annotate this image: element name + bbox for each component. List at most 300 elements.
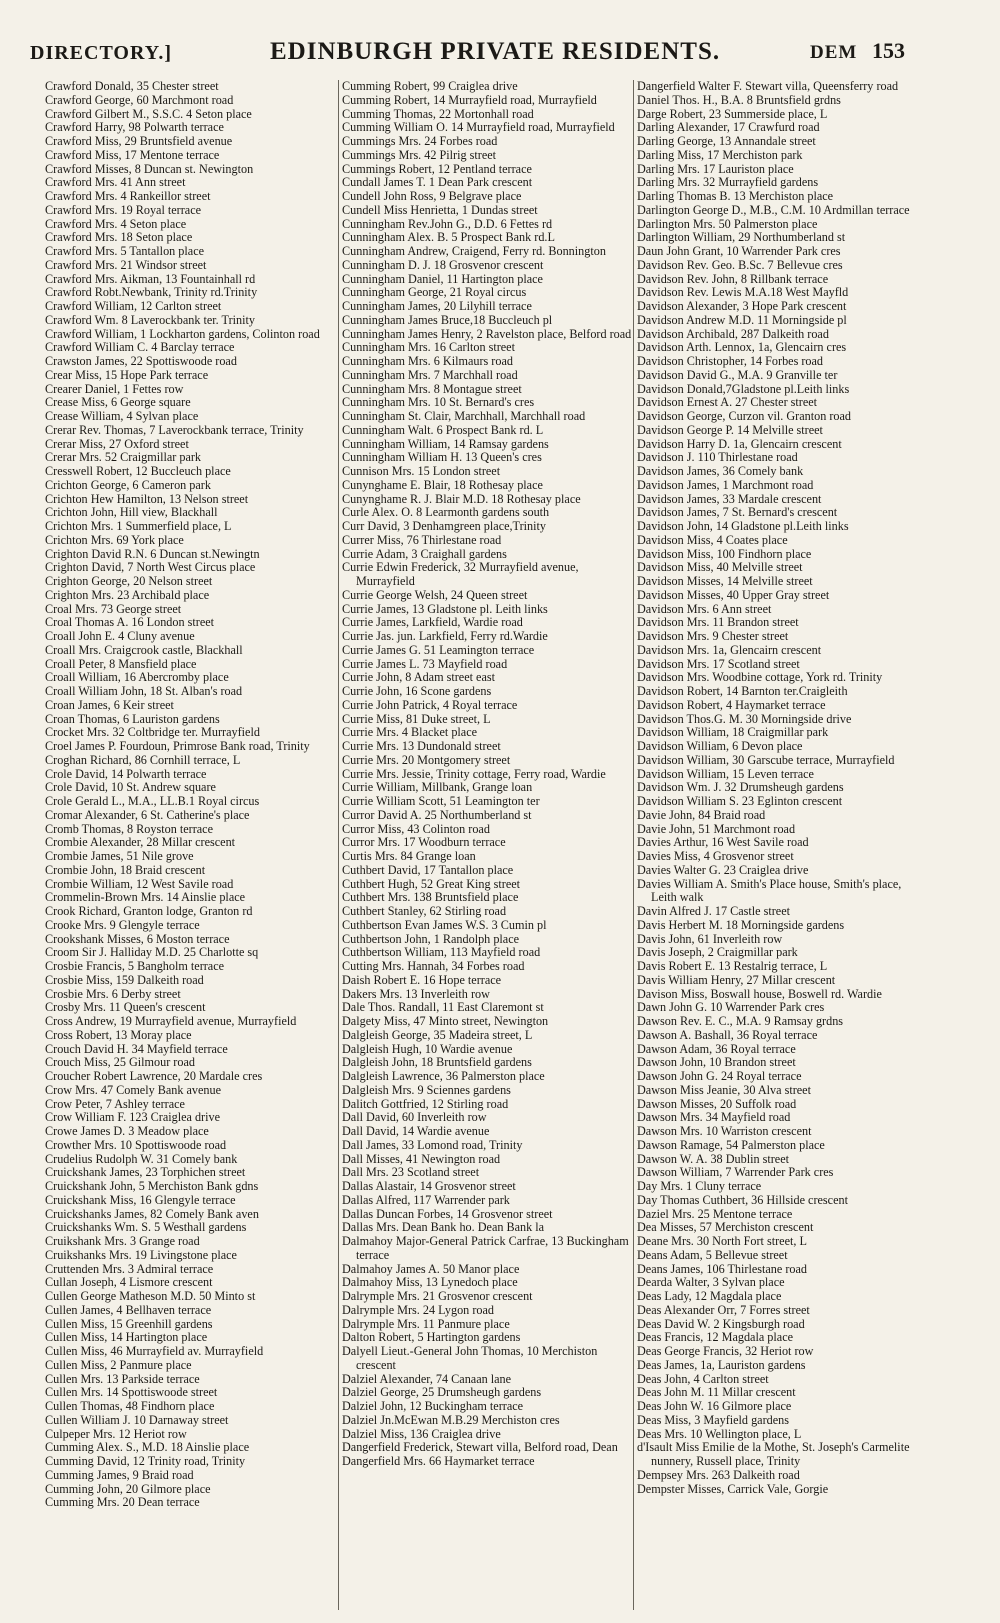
directory-entry: Currie James, 13 Gladstone pl. Leith links bbox=[342, 601, 548, 616]
directory-entry: Crawford Gilbert M., S.S.C. 4 Seton place bbox=[45, 106, 252, 121]
directory-entry: Davies Miss, 4 Grosvenor street bbox=[637, 849, 794, 863]
directory-entry: Currie James, Larkfield, Wardie road bbox=[342, 615, 523, 630]
directory-entry: Cundell Miss Henrietta, 1 Dundas street bbox=[342, 202, 538, 217]
directory-entry: Crombie James, 51 Nile grove bbox=[45, 849, 194, 863]
directory-entry: Cunningham Daniel, 11 Hartington place bbox=[342, 271, 543, 286]
directory-entry: Currie James G. 51 Leamington terrace bbox=[342, 642, 535, 657]
directory-entry: Croall Mrs. Craigcrook castle, Blackhall bbox=[45, 642, 243, 657]
directory-entry: Dalgleish Mrs. 9 Sciennes gardens bbox=[342, 1082, 511, 1097]
directory-entry: Dall James, 33 Lomond road, Trinity bbox=[342, 1137, 523, 1152]
directory-entry: Croom Sir J. Halliday M.D. 25 Charlotte sq bbox=[45, 945, 259, 960]
directory-entry: Crighton David R.N. 6 Duncan st.Newingtn bbox=[45, 546, 260, 561]
directory-entry: Davis Joseph, 2 Craigmillar park bbox=[637, 945, 798, 960]
directory-entry: Dall Mrs. 23 Scotland street bbox=[342, 1165, 480, 1180]
directory-entry: Dalton Robert, 5 Hartington gardens bbox=[342, 1330, 521, 1345]
directory-entry: Dempster Misses, Carrick Vale, Gorgie bbox=[637, 1481, 829, 1496]
directory-entry: Crawford William, 12 Carlton street bbox=[45, 299, 222, 313]
directory-entry: Crocket Mrs. 32 Coltbridge ter. Murrayfield bbox=[45, 725, 260, 740]
directory-entry: Crawford Miss, 17 Mentone terrace bbox=[45, 147, 220, 162]
directory-entry: Davidson Ernest A. 27 Chester street bbox=[637, 395, 818, 410]
directory-entry: Dalyell Lieut.-General John Thomas, 10 Merchiston crescent bbox=[342, 1344, 598, 1372]
directory-entry: Daziel Mrs. 25 Mentone terrace bbox=[637, 1206, 793, 1221]
directory-entry: Darge Robert, 23 Summerside place, L bbox=[637, 106, 828, 121]
directory-entry: Curle Alex. O. 8 Learmonth gardens south bbox=[342, 505, 550, 520]
directory-entry: Cumming James, 9 Braid road bbox=[45, 1467, 194, 1482]
directory-entry: Cunningham Alex. B. 5 Prospect Bank rd.L bbox=[342, 230, 555, 245]
directory-entry: Davidson Thos.G. M. 30 Morningside drive bbox=[637, 711, 852, 726]
directory-entry: Darling Mrs. 17 Lauriston place bbox=[637, 161, 794, 176]
directory-entry: Cullen Mrs. 13 Parkside terrace bbox=[45, 1371, 200, 1386]
directory-entry: Crole David, 10 St. Andrew square bbox=[45, 780, 216, 795]
directory-entry: Cuthbert David, 17 Tantallon place bbox=[342, 862, 514, 877]
directory-entry: Dallas Alastair, 14 Grosvenor street bbox=[342, 1179, 516, 1193]
directory-entry: Cunningham Mrs. 16 Carlton street bbox=[342, 340, 515, 355]
directory-entry: Day Mrs. 1 Cluny terrace bbox=[637, 1179, 762, 1193]
directory-entry: Crichton Mrs. 69 York place bbox=[45, 532, 184, 547]
directory-entry: Cruickshanks James, 82 Comely Bank aven bbox=[45, 1206, 259, 1221]
directory-entry: Cumming Thomas, 22 Mortonhall road bbox=[342, 106, 534, 121]
directory-entry: Currer Miss, 76 Thirlestane road bbox=[342, 532, 502, 547]
directory-entry: Davidson Mrs. 6 Ann street bbox=[637, 601, 772, 616]
directory-entry: Currie Edwin Frederick, 32 Murrayfield avenue, Murrayfield bbox=[342, 560, 579, 588]
directory-entry: Crosbie Mrs. 6 Derby street bbox=[45, 986, 181, 1001]
directory-entry: Cummings Mrs. 42 Pilrig street bbox=[342, 147, 497, 162]
directory-entry: Crombie Alexander, 28 Millar crescent bbox=[45, 835, 236, 850]
directory-entry: Cummings Mrs. 24 Forbes road bbox=[342, 134, 498, 148]
directory-entry: Davidson Mrs. 9 Chester street bbox=[637, 629, 789, 643]
directory-entry: Davidson William, 18 Craigmillar park bbox=[637, 725, 829, 740]
directory-entry: Crerar Mrs. 52 Craigmillar park bbox=[45, 450, 202, 465]
directory-entry: Croan James, 6 Keir street bbox=[45, 697, 174, 712]
directory-entry: Cromb Thomas, 8 Royston terrace bbox=[45, 821, 214, 836]
directory-entry: Cullen Miss, 14 Hartington place bbox=[45, 1330, 208, 1345]
directory-entry: Cruickshank Miss, 16 Glengyle terrace bbox=[45, 1192, 236, 1207]
directory-entry: Cunningham James Henry, 2 Ravelston place, Belford road bbox=[342, 326, 632, 341]
directory-entry: Davidson Wm. J. 32 Drumsheugh gardens bbox=[637, 780, 844, 795]
directory-entry: Cunningham Andrew, Craigend, Ferry rd. Bonnington bbox=[342, 244, 606, 258]
directory-entry: Davidson Rev. Geo. B.Sc. 7 Bellevue cres bbox=[637, 257, 843, 272]
directory-entry: Deas Alexander Orr, 7 Forres street bbox=[637, 1302, 810, 1317]
directory-entry: Currie Mrs. 20 Montgomery street bbox=[342, 752, 511, 767]
directory-entry: Crawford Mrs. 21 Windsor street bbox=[45, 257, 207, 272]
directory-entry: Croal Thomas A. 16 London street bbox=[45, 615, 215, 630]
directory-entry: Davidson Mrs. 11 Brandon street bbox=[637, 615, 799, 630]
directory-entry: Davidson Donald,7Gladstone pl.Leith links bbox=[637, 381, 850, 396]
directory-entry: Crawford Harry, 98 Polwarth terrace bbox=[45, 120, 224, 135]
directory-entry: Cunningham D. J. 18 Grosvenor crescent bbox=[342, 257, 544, 272]
directory-entry: Crichton Hew Hamilton, 13 Nelson street bbox=[45, 491, 249, 506]
directory-entry: Crombie William, 12 West Savile road bbox=[45, 876, 234, 891]
directory-entry: Deas John M. 11 Millar crescent bbox=[637, 1385, 796, 1400]
directory-entry: Dearda Walter, 3 Sylvan place bbox=[637, 1275, 785, 1290]
directory-entry: Crow Peter, 7 Ashley terrace bbox=[45, 1096, 185, 1111]
directory-entry: Darling Mrs. 32 Murrayfield gardens bbox=[637, 175, 819, 190]
directory-entry: Deans Adam, 5 Bellevue street bbox=[637, 1247, 788, 1262]
directory-entry: Darlington Mrs. 50 Palmerston place bbox=[637, 216, 818, 231]
directory-entry: Davin Alfred J. 17 Castle street bbox=[637, 904, 790, 918]
directory-entry: Crighton George, 20 Nelson street bbox=[45, 574, 213, 588]
directory-entry: Cuthbert Mrs. 138 Bruntsfield place bbox=[342, 890, 519, 905]
directory-entry: Dangerfield Walter F. Stewart villa, Queensferry road bbox=[637, 80, 899, 93]
directory-entry: Dalmahoy James A. 50 Manor place bbox=[342, 1261, 520, 1276]
directory-entry: Dempsey Mrs. 263 Dalkeith road bbox=[637, 1467, 800, 1482]
directory-column-2 bbox=[338, 80, 632, 1610]
directory-entry: Cruickshank James, 23 Torphichen street bbox=[45, 1165, 246, 1180]
directory-entry: Cullen Miss, 2 Panmure place bbox=[45, 1357, 192, 1372]
directory-entry: Cullen Miss, 15 Greenhill gardens bbox=[45, 1316, 213, 1331]
directory-entry: Cunningham William, 14 Ramsay gardens bbox=[342, 436, 549, 451]
directory-entry: Davie John, 51 Marchmont road bbox=[637, 821, 796, 836]
directory-entry: Cruikshanks Mrs. 19 Livingstone place bbox=[45, 1247, 237, 1262]
directory-entry: Crosbie Miss, 159 Dalkeith road bbox=[45, 972, 204, 987]
directory-entry: Croall John E. 4 Cluny avenue bbox=[45, 629, 195, 643]
directory-entry: Crowther Mrs. 10 Spottiswoode road bbox=[45, 1137, 227, 1152]
directory-entry: Dawson William, 7 Warrender Park cres bbox=[637, 1165, 834, 1180]
directory-entry: Davidson Miss, 40 Melville street bbox=[637, 560, 803, 575]
directory-entry: Crookshank Misses, 6 Moston terrace bbox=[45, 931, 230, 946]
directory-entry: Currie Adam, 3 Craighall gardens bbox=[342, 546, 507, 561]
directory-entry: Davis John, 61 Inverleith row bbox=[637, 931, 783, 946]
directory-entry: Dalmahoy Miss, 13 Lynedoch place bbox=[342, 1275, 518, 1290]
directory-entry: Dalziel Jn.McEwan M.B.29 Merchiston cres bbox=[342, 1412, 560, 1427]
directory-entry: Darling Alexander, 17 Crawfurd road bbox=[637, 120, 820, 135]
directory-entry: Croel James P. Fourdoun, Primrose Bank road, Trinity bbox=[45, 739, 310, 753]
directory-entry: Cunningham Mrs. 6 Kilmaurs road bbox=[342, 354, 513, 368]
directory-entry: Currie John, 8 Adam street east bbox=[342, 670, 495, 685]
directory-entry: Dalitch Gottfried, 12 Stirling road bbox=[342, 1096, 509, 1111]
directory-entry: Crerar Miss, 27 Oxford street bbox=[45, 436, 189, 451]
directory-entry: Davis William Henry, 27 Millar crescent bbox=[637, 972, 836, 987]
directory-entry: Cullen George Matheson M.D. 50 Minto st bbox=[45, 1289, 256, 1303]
directory-entry: Cunynghame E. Blair, 18 Rothesay place bbox=[342, 477, 543, 492]
directory-entry: Davies Walter G. 23 Craiglea drive bbox=[637, 862, 809, 877]
directory-entry: Deas Miss, 3 Mayfield gardens bbox=[637, 1412, 789, 1427]
directory-entry: Davidson J. 110 Thirlestane road bbox=[637, 450, 798, 465]
directory-entry: Dangerfield Frederick, Stewart villa, Belford road, Dean bbox=[342, 1440, 618, 1455]
page-title: EDINBURGH PRIVATE RESIDENTS. bbox=[270, 38, 721, 65]
directory-entry: Cuthbertson William, 113 Mayfield road bbox=[342, 945, 541, 960]
directory-entry: Crawford Mrs. 4 Rankeillor street bbox=[45, 189, 211, 203]
directory-entry: Crosby Mrs. 11 Queen's crescent bbox=[45, 1000, 206, 1015]
directory-entry: Crichton George, 6 Cameron park bbox=[45, 477, 211, 492]
directory-entry: Croucher Robert Lawrence, 20 Mardale cres bbox=[45, 1069, 263, 1083]
directory-entry: Dawson Miss Jeanie, 30 Alva street bbox=[637, 1082, 811, 1097]
directory-entry: Davidson Rev. John, 8 Rillbank terrace bbox=[637, 271, 829, 286]
directory-entry: Davidson Misses, 40 Upper Gray street bbox=[637, 587, 830, 602]
directory-entry: Dea Misses, 57 Merchiston crescent bbox=[637, 1220, 814, 1235]
directory-entry: Crawford William C. 4 Barclay terrace bbox=[45, 340, 235, 355]
directory-entry: Davidson Mrs. 17 Scotland street bbox=[637, 656, 800, 671]
directory-entry: Deans James, 106 Thirlestane road bbox=[637, 1261, 808, 1276]
directory-entry: Croall William, 16 Abercromby place bbox=[45, 670, 229, 685]
directory-entry: Cunningham Mrs. 10 St. Bernard's cres bbox=[342, 395, 535, 410]
directory-entry: Crosbie Francis, 5 Bangholm terrace bbox=[45, 959, 225, 973]
directory-entry: Crole David, 14 Polwarth terrace bbox=[45, 766, 207, 781]
directory-entry: Crommelin-Brown Mrs. 14 Ainslie place bbox=[45, 890, 246, 905]
directory-entry: Crole Gerald L., M.A., LL.B.1 Royal circus bbox=[45, 794, 260, 808]
directory-entry: Crear Miss, 15 Hope Park terrace bbox=[45, 367, 209, 382]
directory-entry: Cumming Mrs. 20 Dean terrace bbox=[45, 1495, 200, 1510]
directory-entry: Cunningham St. Clair, Marchhall, Marchhall road bbox=[342, 409, 586, 423]
directory-entry: Dangerfield Mrs. 66 Haymarket terrace bbox=[342, 1454, 535, 1468]
directory-entry: Dale Thos. Randall, 11 East Claremont st bbox=[342, 1000, 544, 1015]
directory-entry: Davidson Miss, 4 Coates place bbox=[637, 532, 788, 547]
directory-entry: Crawford Miss, 29 Bruntsfield avenue bbox=[45, 134, 233, 148]
directory-entry: Dakers Mrs. 13 Inverleith row bbox=[342, 986, 490, 1001]
directory-entry: Davidson Christopher, 14 Forbes road bbox=[637, 354, 824, 368]
directory-entry: Crerar Rev. Thomas, 7 Laverockbank terrace, Trinity bbox=[45, 422, 304, 437]
directory-entry: Cunningham Mrs. 8 Montague street bbox=[342, 381, 522, 396]
directory-entry: Crawford George, 60 Marchmont road bbox=[45, 92, 234, 107]
directory-entry: Dawson Mrs. 34 Mayfield road bbox=[637, 1110, 791, 1125]
directory-entry: Davies William A. Smith's Place house, Smith's place, Leith walk bbox=[637, 876, 902, 905]
directory-entry: Dalziel George, 25 Drumsheugh gardens bbox=[342, 1385, 542, 1400]
directory-entry: Crawford Mrs. Aikman, 13 Fountainhall rd bbox=[45, 271, 256, 286]
directory-entry: Davidson Mrs. Woodbine cottage, York rd. Trinity bbox=[637, 670, 883, 685]
running-head-directory: DIRECTORY.] bbox=[30, 42, 172, 64]
directory-entry: Dawson Mrs. 10 Warriston crescent bbox=[637, 1124, 812, 1138]
directory-entry: Davidson Andrew M.D. 11 Morningside pl bbox=[637, 312, 847, 327]
directory-entry: Davidson Robert, 4 Haymarket terrace bbox=[637, 697, 826, 712]
directory-entry: Dawn John G. 10 Warrender Park cres bbox=[637, 1000, 825, 1015]
directory-entry: Cruickshank John, 5 Merchiston Bank gdns bbox=[45, 1179, 259, 1193]
directory-entry: Deas David W. 2 Kingsburgh road bbox=[637, 1316, 805, 1331]
directory-entry: Davison Miss, Boswall house, Boswell rd. Wardie bbox=[637, 986, 882, 1001]
directory-entry: Cunningham Walt. 6 Prospect Bank rd. L bbox=[342, 422, 544, 437]
directory-entry: Deas Mrs. 10 Wellington place, L bbox=[637, 1426, 802, 1441]
directory-entry: Davidson Mrs. 1a, Glencairn crescent bbox=[637, 642, 822, 657]
directory-entry: Cresswell Robert, 12 Buccleuch place bbox=[45, 464, 231, 478]
directory-entry: Davis Herbert M. 18 Morningside gardens bbox=[637, 917, 845, 932]
directory-entry: Dawson Adam, 36 Royal terrace bbox=[637, 1041, 796, 1056]
directory-entry: Cunningham Mrs. 7 Marchhall road bbox=[342, 367, 518, 382]
directory-entry: Cromar Alexander, 6 St. Catherine's place bbox=[45, 807, 250, 822]
directory-entry: Darling Miss, 17 Merchiston park bbox=[637, 147, 803, 162]
directory-entry: Davidson Miss, 100 Findhorn place bbox=[637, 546, 812, 561]
directory-entry: Davies Arthur, 16 West Savile road bbox=[637, 835, 809, 850]
directory-entry: Davidson John, 14 Gladstone pl.Leith links bbox=[637, 519, 849, 533]
directory-entry: Cruikshank Mrs. 3 Grange road bbox=[45, 1234, 200, 1248]
directory-entry: Cunnison Mrs. 15 London street bbox=[342, 464, 501, 478]
directory-entry: Davidson George P. 14 Melville street bbox=[637, 422, 823, 437]
directory-entry: Cullen Thomas, 48 Findhorn place bbox=[45, 1399, 215, 1413]
directory-entry: Crawston James, 22 Spottiswoode road bbox=[45, 354, 237, 368]
directory-entry: Dawson W. A. 38 Dublin street bbox=[637, 1151, 789, 1166]
directory-entry: Davidson James, 1 Marchmont road bbox=[637, 477, 814, 492]
directory-entry: Cuthbert Hugh, 52 Great King street bbox=[342, 876, 521, 891]
directory-entry: Currie Miss, 81 Duke street, L bbox=[342, 711, 491, 726]
directory-entry: Deas George Francis, 32 Heriot row bbox=[637, 1344, 814, 1358]
directory-entry: Cullen Mrs. 14 Spottiswoode street bbox=[45, 1385, 218, 1400]
directory-entry: Crawford William, 1 Lockharton gardens, Colinton road bbox=[45, 326, 320, 341]
directory-entry: Cunningham James Bruce,18 Buccleuch pl bbox=[342, 312, 553, 327]
directory-entry: Croan Thomas, 6 Lauriston gardens bbox=[45, 711, 220, 726]
directory-entry: Cummings Robert, 12 Pentland terrace bbox=[342, 161, 532, 176]
directory-entry: Croall William John, 18 St. Alban's road bbox=[45, 684, 243, 698]
directory-entry: Dall David, 60 Inverleith row bbox=[342, 1110, 487, 1125]
directory-column-3 bbox=[633, 80, 927, 1610]
directory-entry: Dawson Rev. E. C., M.A. 9 Ramsay grdns bbox=[637, 1014, 844, 1028]
directory-entry: Croghan Richard, 86 Cornhill terrace, L bbox=[45, 752, 241, 767]
directory-entry: Crawford Misses, 8 Duncan st. Newington bbox=[45, 161, 254, 176]
directory-entry: Crow Mrs. 47 Comely Bank avenue bbox=[45, 1082, 222, 1097]
directory-entry: Davidson James, 36 Comely bank bbox=[637, 464, 804, 478]
directory-entry: Crooke Mrs. 9 Glengyle terrace bbox=[45, 917, 200, 932]
directory-entry: Daun John Grant, 10 Warrender Park cres bbox=[637, 244, 841, 258]
directory-entry: Cumming Robert, 99 Craiglea drive bbox=[342, 80, 518, 93]
directory-entry: Cruickshanks Wm. S. 5 Westhall gardens bbox=[45, 1220, 247, 1235]
directory-entry: Cunningham James, 20 Lilyhill terrace bbox=[342, 299, 532, 313]
directory-entry: Dawson John, 10 Brandon street bbox=[637, 1055, 796, 1070]
directory-entry: Crawford Mrs. 5 Tantallon place bbox=[45, 244, 205, 258]
directory-entry: Davis Robert E. 13 Restalrig terrace, L bbox=[637, 959, 828, 973]
directory-entry: Crawford Robt.Newbank, Trinity rd.Trinity bbox=[45, 285, 258, 300]
directory-entry: Cuthbertson John, 1 Randolph place bbox=[342, 931, 520, 946]
directory-entry: Currie Jas. jun. Larkfield, Ferry rd.Wardie bbox=[342, 629, 548, 643]
directory-entry: Crease Miss, 6 George square bbox=[45, 395, 191, 410]
directory-entry: Curror Mrs. 17 Woodburn terrace bbox=[342, 835, 506, 850]
directory-entry: Dawson John G. 24 Royal terrace bbox=[637, 1069, 802, 1083]
directory-entry: Cumming Alex. S., M.D. 18 Ainslie place bbox=[45, 1440, 250, 1455]
directory-entry: Cruttenden Mrs. 3 Admiral terrace bbox=[45, 1261, 214, 1276]
directory-entry: Crowe James D. 3 Meadow place bbox=[45, 1124, 209, 1138]
directory-entry: Currie William, Millbank, Grange loan bbox=[342, 780, 533, 795]
directory-entry: Crawford Mrs. 41 Ann street bbox=[45, 175, 186, 190]
directory-entry: Dalmahoy Major-General Patrick Carfrae, 13 Buckingham terrace bbox=[342, 1234, 629, 1262]
directory-entry: Cundall James T. 1 Dean Park crescent bbox=[342, 175, 533, 190]
directory-entry: Cundell John Ross, 9 Belgrave place bbox=[342, 189, 522, 203]
directory-entry: Currie George Welsh, 24 Queen street bbox=[342, 587, 528, 602]
directory-entry: Crudelius Rudolph W. 31 Comely bank bbox=[45, 1151, 238, 1166]
directory-entry: Curtis Mrs. 84 Grange loan bbox=[342, 849, 476, 863]
directory-entry: Deas Lady, 12 Magdala place bbox=[637, 1289, 782, 1303]
directory-entry: Crook Richard, Granton lodge, Granton rd bbox=[45, 904, 253, 918]
directory-entry: Cunningham Rev.John G., D.D. 6 Fettes rd bbox=[342, 216, 553, 231]
directory-entry: Crawford Wm. 8 Laverockbank ter. Trinity bbox=[45, 312, 255, 327]
directory-entry: Currie John Patrick, 4 Royal terrace bbox=[342, 697, 518, 712]
directory-entry: Deas John, 4 Carlton street bbox=[637, 1371, 769, 1386]
directory-entry: Dalrymple Mrs. 24 Lygon road bbox=[342, 1302, 494, 1317]
directory-entry: Deane Mrs. 30 North Fort street, L bbox=[637, 1234, 807, 1248]
directory-entry: Cunynghame R. J. Blair M.D. 18 Rothesay place bbox=[342, 491, 581, 506]
directory-entry: Crighton Mrs. 23 Archibald place bbox=[45, 587, 210, 602]
directory-entry: Crouch David H. 34 Mayfield terrace bbox=[45, 1041, 228, 1056]
directory-entry: Dalgleish Lawrence, 36 Palmerston place bbox=[342, 1069, 545, 1083]
directory-entry: Cross Andrew, 19 Murrayfield avenue, Murrayfield bbox=[45, 1014, 297, 1028]
directory-entry: Darlington George D., M.B., C.M. 10 Ardmillan terrace bbox=[637, 202, 910, 217]
directory-entry: Darling Thomas B. 13 Merchiston place bbox=[637, 189, 834, 203]
directory-entry: Daish Robert E. 16 Hope terrace bbox=[342, 972, 502, 987]
directory-entry: Dallas Duncan Forbes, 14 Grosvenor street bbox=[342, 1206, 553, 1221]
directory-entry: Currie Mrs. Jessie, Trinity cottage, Ferry road, Wardie bbox=[342, 766, 606, 781]
directory-entry: Davidson Misses, 14 Melville street bbox=[637, 574, 813, 588]
directory-column-1 bbox=[45, 80, 333, 1610]
directory-entry: Crawford Mrs. 4 Seton place bbox=[45, 216, 187, 231]
directory-entry: Dalgleish George, 35 Madeira street, L bbox=[342, 1027, 533, 1042]
directory-entry: Croall Peter, 8 Mansfield place bbox=[45, 656, 197, 671]
directory-entry: Dalrymple Mrs. 21 Grosvenor crescent bbox=[342, 1289, 533, 1303]
directory-entry: Cumming John, 20 Gilmore place bbox=[45, 1481, 211, 1496]
directory-entry: Crombie John, 18 Braid crescent bbox=[45, 862, 206, 877]
directory-entry: Davidson Arth. Lennox, 1a, Glencairn cres bbox=[637, 340, 847, 355]
directory-entry: Dallas Alfred, 117 Warrender park bbox=[342, 1192, 510, 1207]
directory-entry: Crearer Daniel, 1 Fettes row bbox=[45, 381, 184, 396]
directory-entry: Dawson Ramage, 54 Palmerston place bbox=[637, 1137, 825, 1152]
directory-entry: Currie John, 16 Scone gardens bbox=[342, 684, 492, 698]
directory-entry: Crichton Mrs. 1 Summerfield place, L bbox=[45, 519, 232, 533]
directory-entry: Currie Mrs. 13 Dundonald street bbox=[342, 739, 501, 753]
directory-entry: Dall David, 14 Wardie avenue bbox=[342, 1124, 490, 1138]
directory-entry: Cross Robert, 13 Moray place bbox=[45, 1027, 192, 1042]
directory-entry: Cullan Joseph, 4 Lismore crescent bbox=[45, 1275, 213, 1290]
directory-entry: Crawford Mrs. 18 Seton place bbox=[45, 230, 193, 245]
directory-entry: Curror David A. 25 Northumberland st bbox=[342, 807, 532, 822]
directory-entry: Crow William F. 123 Craiglea drive bbox=[45, 1110, 220, 1125]
directory-entry: Culpeper Mrs. 12 Heriot row bbox=[45, 1426, 187, 1441]
directory-entry: Darling George, 13 Annandale street bbox=[637, 134, 816, 148]
directory-entry: Dalziel Miss, 136 Craiglea drive bbox=[342, 1426, 501, 1441]
directory-entry: Dawson A. Bashall, 36 Royal terrace bbox=[637, 1027, 818, 1042]
directory-entry: Curr David, 3 Denhamgreen place,Trinity bbox=[342, 519, 546, 533]
directory-entry: Darlington William, 29 Northumberland st bbox=[637, 230, 846, 245]
section-abbreviation: DEM bbox=[810, 42, 858, 63]
directory-entry: Daniel Thos. H., B.A. 8 Bruntsfield grdns bbox=[637, 92, 841, 107]
directory-entry: Dalrymple Mrs. 11 Panmure place bbox=[342, 1316, 510, 1331]
directory-entry: Davidson Archibald, 287 Dalkeith road bbox=[637, 326, 829, 341]
directory-entry: Cunningham George, 21 Royal circus bbox=[342, 285, 527, 300]
directory-entry: Croal Mrs. 73 George street bbox=[45, 601, 182, 616]
directory-entry: Davidson William, 15 Leven terrace bbox=[637, 766, 814, 781]
directory-entry: Day Thomas Cuthbert, 36 Hillside crescent bbox=[637, 1192, 848, 1207]
directory-entry: Cunningham William H. 13 Queen's cres bbox=[342, 450, 542, 465]
directory-entry: Cuthbert Stanley, 62 Stirling road bbox=[342, 904, 507, 918]
directory-entry: Cutting Mrs. Hannah, 34 Forbes road bbox=[342, 959, 525, 973]
directory-entry: Dawson Misses, 20 Suffolk road bbox=[637, 1096, 797, 1111]
directory-entry: Deas James, 1a, Lauriston gardens bbox=[637, 1357, 806, 1372]
directory-entry: Davidson James, 7 St. Bernard's crescent bbox=[637, 505, 838, 520]
directory-entry: Davidson William, 30 Garscube terrace, Murrayfield bbox=[637, 752, 895, 767]
directory-entry: Deas Francis, 12 Magdala place bbox=[637, 1330, 794, 1345]
directory-entry: Cumming David, 12 Trinity road, Trinity bbox=[45, 1454, 246, 1468]
directory-entry: Davidson James, 33 Mardale crescent bbox=[637, 491, 822, 506]
page-number: 153 bbox=[872, 38, 905, 63]
directory-entry: Davidson David G., M.A. 9 Granville ter bbox=[637, 367, 838, 382]
directory-entry: Crichton John, Hill view, Blackhall bbox=[45, 505, 218, 520]
directory-entry: Davidson George, Curzon vil. Granton road bbox=[637, 409, 852, 423]
directory-entry: Currie James L. 73 Mayfield road bbox=[342, 656, 508, 671]
directory-entry: Davidson Robert, 14 Barnton ter.Craigleith bbox=[637, 684, 848, 698]
directory-entry: Cumming Robert, 14 Murrayfield road, Murrayfield bbox=[342, 92, 597, 107]
directory-entry: Dall Misses, 41 Newington road bbox=[342, 1151, 501, 1166]
directory-entry: Dalgety Miss, 47 Minto street, Newington bbox=[342, 1014, 549, 1028]
directory-entry: Davie John, 84 Braid road bbox=[637, 807, 766, 822]
directory-entry: Crawford Donald, 35 Chester street bbox=[45, 80, 219, 93]
directory-entry: Deas John W. 16 Gilmore place bbox=[637, 1399, 792, 1413]
directory-entry: Davidson Alexander, 3 Hope Park crescent bbox=[637, 299, 847, 313]
directory-entry: Cuthbertson Evan James W.S. 3 Cumin pl bbox=[342, 917, 547, 932]
directory-entry: Currie Mrs. 4 Blacket place bbox=[342, 725, 478, 740]
directory-entry: Cullen William J. 10 Darnaway street bbox=[45, 1412, 229, 1427]
directory-entry: Curror Miss, 43 Colinton road bbox=[342, 821, 490, 836]
directory-entry: Currie William Scott, 51 Leamington ter bbox=[342, 794, 540, 808]
directory-entry: Cullen Miss, 46 Murrayfield av. Murrayfield bbox=[45, 1344, 264, 1358]
directory-entry: Crouch Miss, 25 Gilmour road bbox=[45, 1055, 195, 1070]
directory-entry: d'Isault Miss Emilie de la Mothe, St. Joseph's Carmelite nunnery, Russell place, Trinity bbox=[637, 1440, 910, 1468]
directory-entry: Cumming William O. 14 Murrayfield road, Murrayfield bbox=[342, 120, 615, 135]
directory-entry: Crease William, 4 Sylvan place bbox=[45, 409, 199, 423]
directory-entry: Crighton David, 7 North West Circus place bbox=[45, 560, 256, 575]
directory-entry: Dalziel Alexander, 74 Canaan lane bbox=[342, 1371, 512, 1386]
